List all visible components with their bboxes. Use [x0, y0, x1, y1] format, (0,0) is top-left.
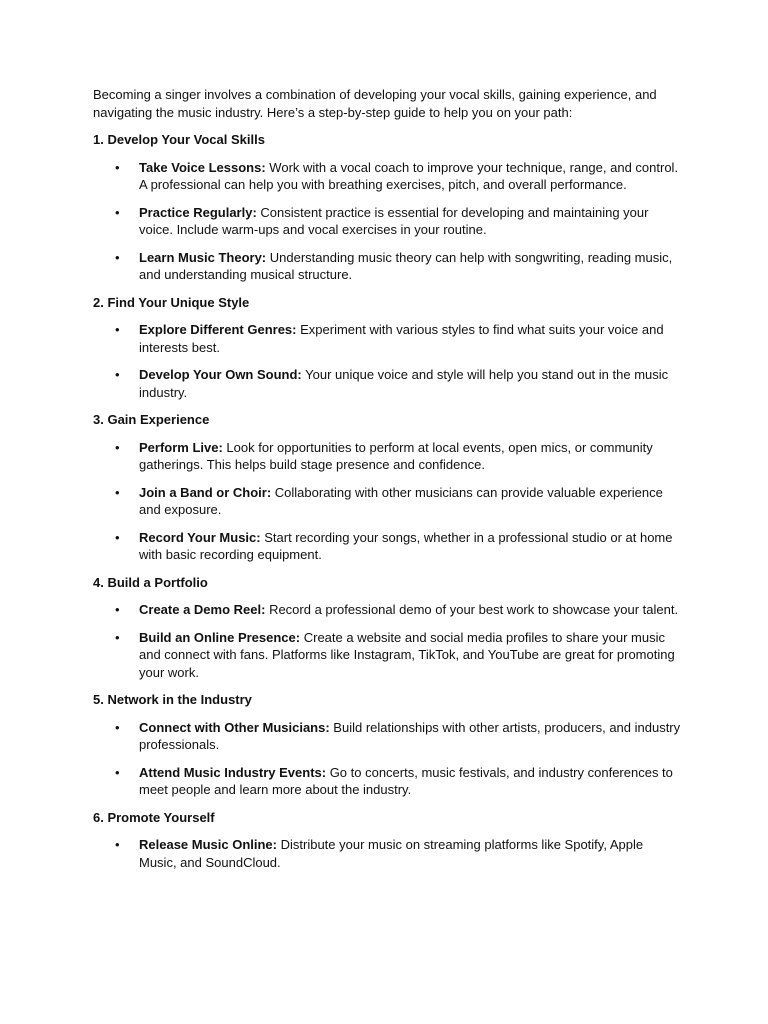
section-gain-experience	[93, 411, 683, 564]
list-item	[93, 321, 683, 356]
item-text: Go to concerts, music festivals, and industry conferences to meet people and learn more about the industry.	[139, 764, 673, 797]
bullet-icon: •	[115, 322, 120, 337]
section-heading: 4. Build a Portfolio	[93, 574, 208, 590]
list-item	[93, 249, 683, 284]
item-text: Your unique voice and style will help you stand out in the music industry.	[139, 367, 669, 400]
document-page	[93, 86, 683, 881]
list-item	[93, 439, 683, 474]
item-text: Distribute your music on streaming platforms like Spotify, Apple Music, and SoundCloud.	[139, 837, 644, 870]
bullet-icon: •	[115, 719, 120, 735]
list-item	[93, 629, 683, 682]
item-text: Consistent practice is essential for developing and maintaining your voice. Include warm-ups and vocal exercises in your routine.	[139, 204, 649, 237]
bullet-icon: •	[115, 484, 120, 500]
section-develop-vocal-skills	[93, 131, 683, 284]
item-text: Record a professional demo of your best work to showcase your talent.	[265, 602, 679, 617]
list-item	[93, 529, 683, 564]
item-term: Record Your Music:	[139, 529, 261, 545]
section-heading: 1. Develop Your Vocal Skills	[93, 132, 265, 147]
bullet-icon: •	[115, 764, 120, 780]
item-text: Collaborating with other musicians can provide valuable experience and exposure.	[139, 484, 663, 517]
bullet-list	[93, 601, 683, 681]
item-term: Develop Your Own Sound:	[139, 367, 302, 382]
bullet-icon: •	[115, 837, 120, 852]
bullet-icon: •	[115, 249, 120, 265]
bullet-list	[93, 719, 683, 799]
bullet-icon: •	[115, 529, 120, 545]
section-network-industry	[93, 691, 683, 799]
section-heading: 3. Gain Experience	[93, 412, 210, 427]
item-text: Build relationships with other artists, producers, and industry professionals.	[139, 719, 681, 752]
item-term: Create a Demo Reel:	[139, 602, 266, 617]
item-term: Attend Music Industry Events:	[139, 764, 327, 780]
item-text: Experiment with various styles to find what suits your voice and interests best.	[139, 322, 664, 355]
item-term: Join a Band or Choir:	[139, 484, 272, 500]
list-item	[93, 204, 683, 239]
bullet-icon: •	[115, 367, 120, 382]
item-term: Explore Different Genres:	[139, 322, 297, 337]
item-text: Start recording your songs, whether in a professional studio or at home with basic recording equipment.	[139, 529, 673, 562]
list-item	[93, 366, 683, 401]
bullet-icon: •	[115, 439, 120, 455]
list-item	[93, 764, 683, 799]
list-item	[93, 719, 683, 754]
item-term: Perform Live:	[139, 439, 223, 455]
section-heading: 6. Promote Yourself	[93, 809, 215, 825]
bullet-icon: •	[115, 629, 120, 645]
list-item	[93, 601, 683, 619]
intro-paragraph: Becoming a singer involves a combination of developing your vocal skills, gaining experience, and navigating the music industry. Here’s a step-by-step guide to help you on your path:	[93, 87, 657, 120]
item-term: Release Music Online:	[139, 837, 277, 852]
item-text: Work with a vocal coach to improve your technique, range, and control. A professional can help you with breathing exercises, pitch, and overall performance.	[139, 159, 679, 192]
item-text: Create a website and social media profiles to share your music and connect with fans. Platforms like Instagram, TikTok, and YouTube are great for promoting your work.	[139, 629, 675, 680]
list-item	[93, 484, 683, 519]
item-term: Learn Music Theory:	[139, 249, 267, 265]
list-item	[93, 836, 683, 871]
bullet-list	[93, 836, 683, 871]
bullet-list	[93, 439, 683, 564]
section-find-unique-style	[93, 294, 683, 402]
bullet-icon: •	[115, 159, 120, 175]
bullet-icon: •	[115, 602, 120, 617]
bullet-list	[93, 159, 683, 284]
item-term: Build an Online Presence:	[139, 629, 301, 645]
section-build-portfolio	[93, 574, 683, 682]
section-heading: 2. Find Your Unique Style	[93, 294, 250, 310]
bullet-list	[93, 321, 683, 401]
section-heading: 5. Network in the Industry	[93, 692, 252, 707]
item-term: Connect with Other Musicians:	[139, 719, 330, 735]
item-term: Practice Regularly:	[139, 204, 257, 220]
item-term: Take Voice Lessons:	[139, 159, 266, 175]
item-text: Understanding music theory can help with songwriting, reading music, and understanding musical structure.	[139, 249, 673, 282]
bullet-icon: •	[115, 204, 120, 220]
list-item	[93, 159, 683, 194]
section-promote-yourself	[93, 809, 683, 872]
item-text: Look for opportunities to perform at local events, open mics, or community gatherings. This helps build stage presence and confidence.	[139, 439, 653, 472]
